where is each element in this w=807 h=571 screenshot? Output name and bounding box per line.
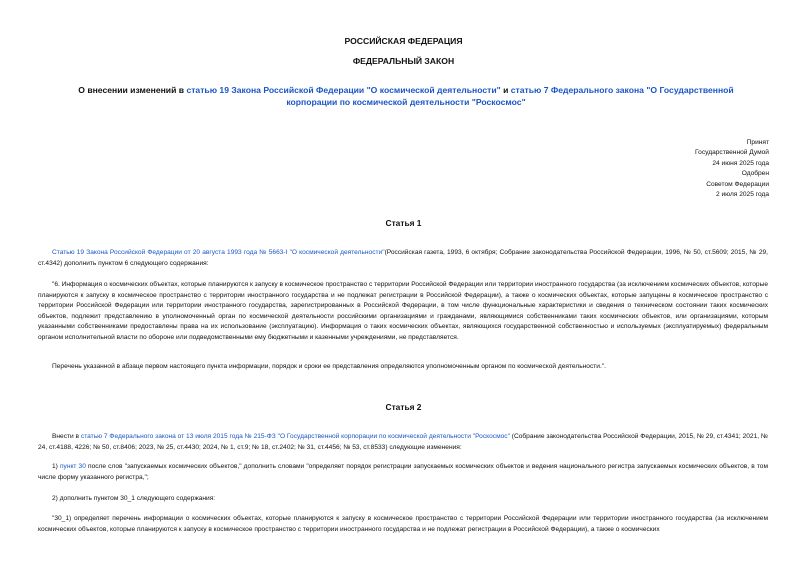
- adopted-date: 24 июня 2025 года: [712, 159, 769, 167]
- adopted-label: Принят: [746, 139, 769, 146]
- adopted-body: Государственной Думой: [695, 149, 769, 157]
- country-heading: РОССИЙСКАЯ ФЕДЕРАЦИЯ: [344, 36, 463, 46]
- article-2-law-link[interactable]: статью 7 Федерального закона от 13 июля 2015 года № 215-ФЗ "О Государственной корпорации по космической деятельности "Роскосмос": [80, 433, 510, 440]
- item-1-prefix: 1): [52, 463, 60, 470]
- title-link-article-7[interactable]: статью 7 Федерального закона "О Государственной корпорации по космической деятельности "Роскосмос": [286, 85, 734, 107]
- article-1-paragraph-1: [38, 248, 768, 269]
- law-type-heading: ФЕДЕРАЛЬНЫЙ ЗАКОН: [352, 56, 455, 66]
- adoption-info: [569, 138, 769, 200]
- article-1-paragraph-1-text: (Российская газета, 1993, 6 октября; Собрание законодательства Российской Федерации, 1996, № 50, ст.5609; 2015, № 29, ст.4342) дополнить пунктом 6 следующего содержания:: [38, 249, 768, 267]
- title-link-article-19[interactable]: статью 19 Закона Российской Федерации "О космической деятельности": [186, 85, 501, 95]
- article-2-item-2: 2) дополнить пунктом 30_1 следующего содержания:: [52, 495, 216, 502]
- item-1-point-30-link[interactable]: пункт 30: [59, 463, 86, 470]
- article-1-heading: Статья 1: [385, 218, 422, 228]
- article-1-paragraph-2: "6. Информация о космических объектах, которые планируются к запуску в космическое пространство с территории Российской Федерации или территории иностранного государства (за исключением космических объектов, которые планируются к запуску в космическое пространство с территории иностранного государства и не подлежат регистрации в Российской Федерации), а также о космических объектах, которые запущены в космическое пространство с территории Российской Федерации или территории иностранного государства, зарегистрированных в Российской Федерации, в том числе функциональные характеристики и сведения о техническом состоянии таких космических объектов, подлежит представлению в уполномоченный орган по космической деятельности российскими организациями и гражданами, являющимися собственниками таких космических объектов, или организациями, которым указанными собственниками предоставлены права на их использование (эксплуатацию). Информация о таких космических объектах, являющихся государственной собственностью и используемых (эксплуатируемых) федеральным органом исполнительной власти по обороне или подведомственными ему бюджетными и казенными учреждениями, не представляется.: [38, 281, 768, 341]
- approved-body: Советом Федерации: [706, 180, 769, 188]
- article-2-heading: Статья 2: [385, 402, 422, 412]
- approved-date: 2 июля 2025 года: [715, 191, 769, 199]
- article-2-item-30-1: "30_1) определяет перечень информации о космических объектах, которые планируются к запуску в космическое пространство с территории Российской Федерации или территории иностранного государства (за исключением космических объектов, которые планируются к запуску в космическое пространство с территории иностранного государства и не подлежат регистрации в Российской Федерации), а также о космических: [38, 515, 768, 533]
- approved-label: Одобрен: [741, 170, 769, 178]
- article-2-paragraph-1-text: (Собрание законодательства Российской Федерации, 2015, № 29, ст.4341; 2021, № 24, ст.4188, 4226; № 50, ст.8406; 2023, № 25, ст.4430; 2024, № 1, ст.9; № 18, ст.2402; № 31, ст.4456; № 53, ст.8533) следующие изменения:: [38, 433, 768, 451]
- title-mid: и: [500, 85, 511, 95]
- article-2-paragraph-1: [38, 432, 768, 453]
- item-1-text: после слов "запускаемых космических объектов," дополнить словами "определяет порядок регистрации запускаемых космических объектов и ведения национального регистра запускаемых космических объектов, в том числе форму указанного регистра,";: [38, 463, 768, 481]
- title-prefix: О внесении изменений в: [78, 85, 187, 95]
- article-1-law-link[interactable]: Статью 19 Закона Российской Федерации от 20 августа 1993 года № 5663-I "О космической деятельности": [52, 249, 385, 256]
- law-title: [58, 84, 754, 108]
- article-1-paragraph-3: Перечень указанной в абзаце первом настоящего пункта информации, порядок и сроки ее представления определяются уполномоченным органом по космической деятельности.".: [52, 363, 606, 370]
- article-2-item-1: [38, 462, 768, 483]
- article-2-paragraph-1-prefix: Внести в: [52, 433, 81, 440]
